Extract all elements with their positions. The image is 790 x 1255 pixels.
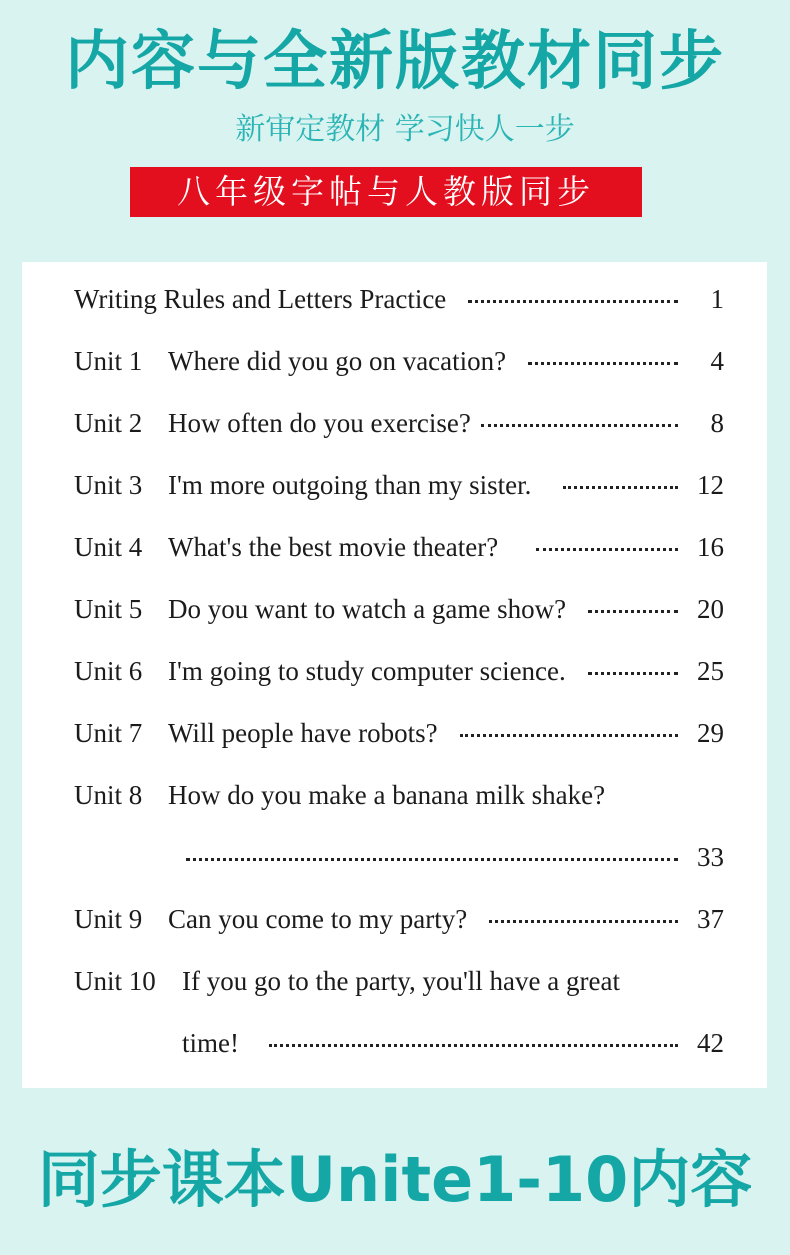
toc-row: [74, 651, 724, 691]
toc-dot-leader: [481, 424, 678, 427]
toc-page-number: 37: [697, 903, 724, 934]
toc-row: [74, 465, 724, 505]
toc-title: Do you want to watch a game show?: [168, 593, 567, 624]
footer-slogan: 同步课本Unite1-10内容: [37, 1143, 753, 1216]
toc-page-number: 33: [697, 841, 724, 872]
toc-title: What's the best movie theater?: [168, 531, 499, 562]
toc-dot-leader: [468, 300, 678, 303]
toc-unit-label: Unit 3: [74, 469, 143, 500]
toc-dot-leader: [528, 362, 678, 365]
toc-title: Can you come to my party?: [168, 903, 468, 934]
toc-dot-leader: [536, 548, 678, 551]
toc-title: Where did you go on vacation?: [168, 345, 507, 376]
toc-page-number: 4: [710, 345, 724, 376]
toc-unit-label: Unit 10: [74, 965, 156, 996]
page-subtitle: 新审定教材 学习快人一步: [235, 112, 575, 147]
toc-page-number: 1: [710, 283, 724, 314]
grade-banner: 八年级字帖与人教版同步: [130, 167, 642, 217]
toc-row-continuation: [182, 1023, 724, 1063]
toc-row: [74, 589, 724, 629]
toc-page-number: 42: [697, 1027, 724, 1058]
toc-page-number: 12: [697, 469, 724, 500]
page-title: 内容与全新版教材同步: [65, 25, 725, 99]
toc-unit-label: Unit 6: [74, 655, 143, 686]
toc-unit-label: Unit 8: [74, 779, 143, 810]
toc-row: [74, 775, 724, 815]
table-of-contents: [22, 262, 767, 1088]
toc-row: [74, 341, 724, 381]
toc-dot-leader: [269, 1044, 678, 1047]
toc-page-number: 8: [710, 407, 724, 438]
toc-title: If you go to the party, you'll have a great: [182, 965, 620, 996]
toc-dot-leader: [460, 734, 678, 737]
toc-dot-leader: [186, 858, 678, 861]
toc-dot-leader: [563, 486, 678, 489]
toc-dot-leader: [588, 610, 678, 613]
toc-dot-leader: [489, 920, 678, 923]
toc-row-continuation: [182, 837, 724, 877]
toc-unit-label: Unit 4: [74, 531, 143, 562]
toc-page-number: 20: [697, 593, 724, 624]
toc-unit-label: Unit 1: [74, 345, 143, 376]
toc-unit-label: Unit 5: [74, 593, 143, 624]
toc-row: [74, 279, 724, 319]
toc-row: [74, 527, 724, 567]
toc-unit-label: Unit 2: [74, 407, 143, 438]
toc-page-number: 25: [697, 655, 724, 686]
toc-title: Writing Rules and Letters Practice: [74, 283, 447, 314]
toc-title: I'm more outgoing than my sister.: [168, 469, 532, 500]
toc-page-number: 16: [697, 531, 724, 562]
toc-unit-label: Unit 9: [74, 903, 143, 934]
toc-page-number: 29: [697, 717, 724, 748]
toc-row: [74, 961, 724, 1001]
toc-row: [74, 403, 724, 443]
toc-row: [74, 713, 724, 753]
toc-title-continuation: time!: [182, 1027, 239, 1058]
toc-title: How do you make a banana milk shake?: [168, 779, 606, 810]
toc-title: I'm going to study computer science.: [168, 655, 566, 686]
toc-title: How often do you exercise?: [168, 407, 471, 438]
toc-title: Will people have robots?: [168, 717, 438, 748]
toc-row: [74, 899, 724, 939]
toc-unit-label: Unit 7: [74, 717, 143, 748]
toc-dot-leader: [588, 672, 678, 675]
